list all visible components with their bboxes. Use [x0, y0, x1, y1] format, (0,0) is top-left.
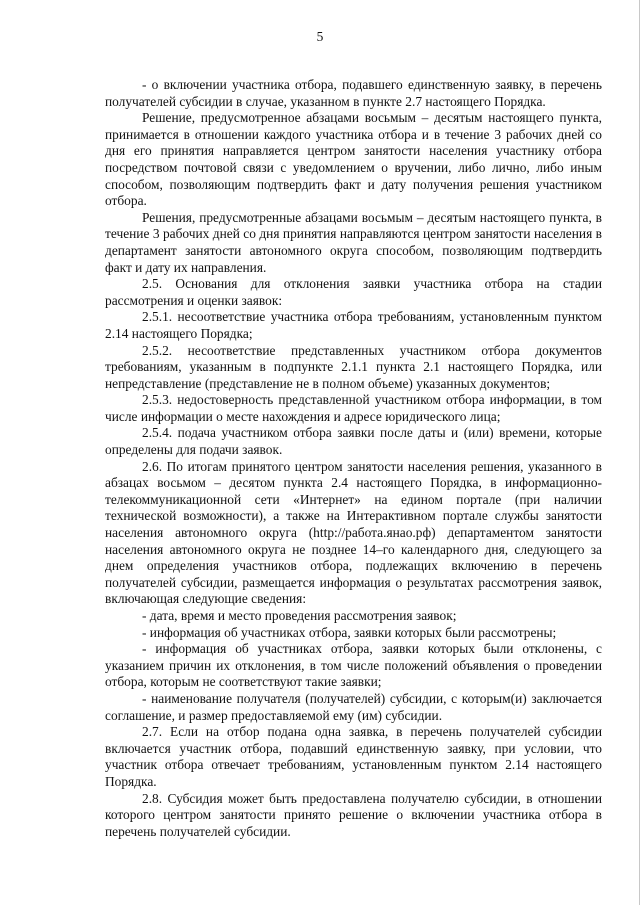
paragraph: 2.5.4. подача участником отбора заявки после даты и (или) времени, которые определены для подачи заявок.	[105, 425, 602, 458]
paragraph: 2.5. Основания для отклонения заявки участника отбора на стадии рассмотрения и оценки заявок:	[105, 276, 602, 308]
paragraph: Решения, предусмотренные абзацами восьмым – десятым настоящего пункта, в течение 3 рабочих дней со дня принятия направляются центром занятости населения в департамент занятости автономного округа способом, позволяющим подтвердить факт и дату их направления.	[105, 209, 602, 275]
document-body	[105, 77, 602, 840]
paragraph: 2.8. Субсидия может быть предоставлена получателю субсидии, в отношении которого центром занятости принято решение о включении участника отбора в перечень получателей субсидии.	[105, 790, 602, 839]
paragraph: - информация об участниках отбора, заявки которых были рассмотрены;	[142, 624, 557, 640]
paragraph: - наименование получателя (получателей) субсидии, с которым(и) заключается соглашение, и размер предоставляемой ему (им) субсидии.	[105, 690, 602, 723]
paragraph: 2.5.3. недостоверность представленной участником отбора информации, в том числе информации о месте нахождения и адресе юридического лица;	[105, 392, 602, 424]
page-number: 5	[316, 29, 324, 44]
paragraph: 2.6. По итогам принятого центром занятости населения решения, указанного в абзацах восьмом – десятом пункта 2.4 настоящего Порядка, в информационно-телекоммуникационной сети «Интернет» на едином портале (при наличии технической возможности), а также на Интерактивном портале службы занятости населения автономного округа (http://работа.янао.рф) департаментом занятости населения автономного округа не позднее 14–го календарного дня, следующего за днем определения участников отбора, подлежащих включению в перечень получателей субсидии, размещается информация о результатах рассмотрения заявок, включающая следующие сведения:	[105, 458, 602, 607]
paragraph: - дата, время и место проведения рассмотрения заявок;	[142, 608, 457, 623]
paragraph: 2.5.1. несоответствие участника отбора требованиям, установленным пунктом 2.14 настоящего Порядка;	[105, 309, 602, 341]
paragraph: - о включении участника отбора, подавшего единственную заявку, в перечень получателей субсидии в случае, указанном в пункте 2.7 настоящего Порядка.	[105, 77, 602, 109]
paragraph: 2.5.2. несоответствие представленных участником отбора документов требованиям, указанным в подпункте 2.1.1 пункта 2.1 настоящего Порядка, или непредставление (представление не в полном объеме) указанных документов;	[105, 342, 602, 391]
paragraph: 2.7. Если на отбор подана одна заявка, в перечень получателей субсидии включается участник отбора, подавший единственную заявку, при условии, что участник отбора отвечает требованиям, установленным пунктом 2.14 настоящего Порядка.	[105, 724, 602, 789]
paragraph: - информация об участниках отбора, заявки которых были отклонены, с указанием причин их отклонения, в том числе положений объявления о проведении отбора, которым не соответствуют такие заявки;	[105, 641, 602, 690]
paragraph: Решение, предусмотренное абзацами восьмым – десятым настоящего пункта, принимается в отношении каждого участника отбора и в течение 3 рабочих дней со дня его принятия направляется центром занятости населения участнику отбора посредством почтовой связи с уведомлением о вручении, либо лично, либо иным способом, позволяющим подтвердить факт и дату получения решения участником отбора.	[105, 110, 602, 209]
